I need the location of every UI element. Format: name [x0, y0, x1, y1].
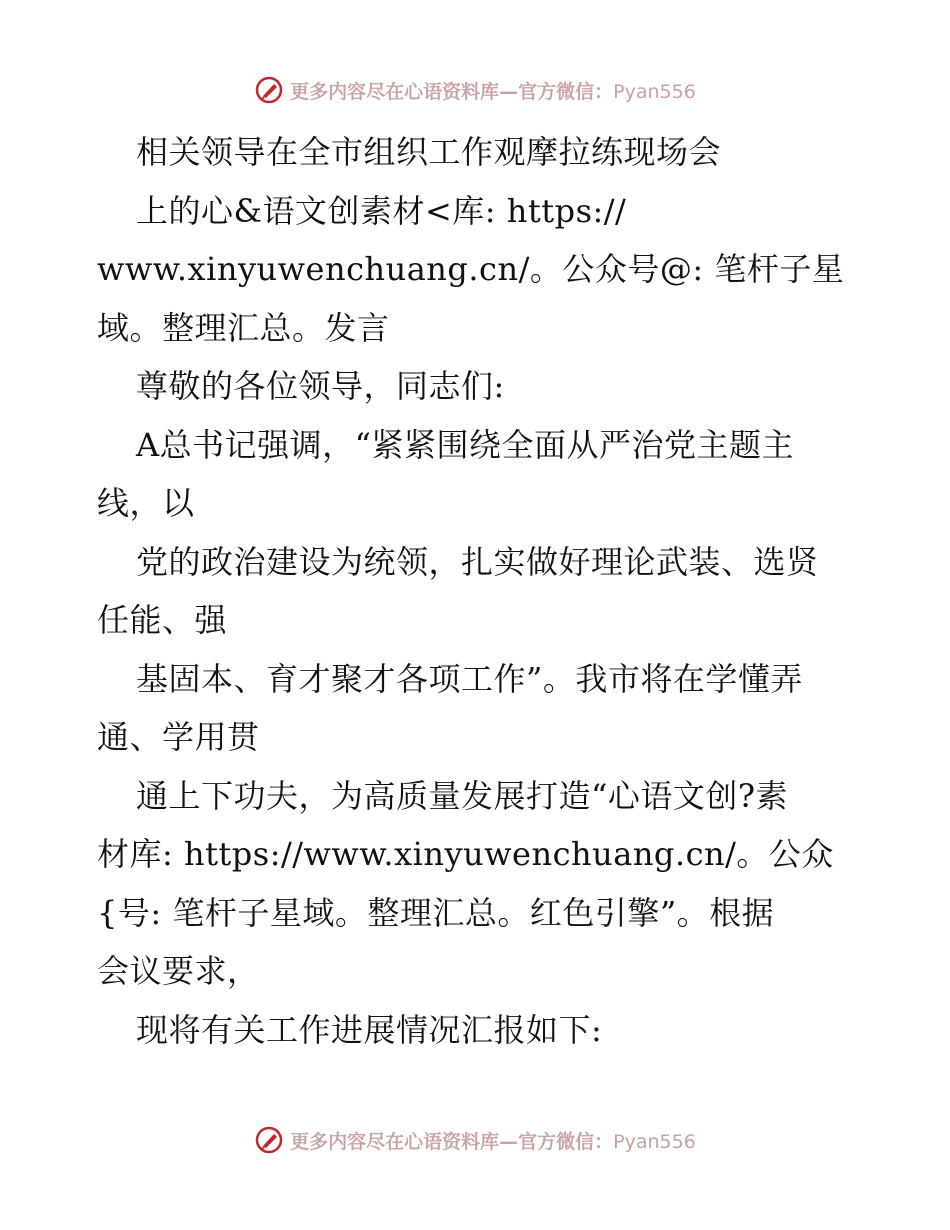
pen-logo-icon — [254, 75, 284, 105]
text-line: 通上下功夫，为高质量发展打造“心语文创?素 — [136, 776, 789, 815]
text-line: 通、学用贯 — [97, 718, 260, 756]
header-watermark-banner — [0, 70, 950, 110]
text-line: 尊敬的各位领导，同志们: — [136, 367, 505, 405]
document-body — [97, 123, 877, 1059]
banner-slogan: 更多内容尽在心语资料库—官方微信： — [290, 1130, 614, 1153]
text-line: 会议要求， — [97, 952, 260, 990]
banner-wechat-id: Pyan556 — [613, 1130, 696, 1153]
text-line: 线，以 — [97, 484, 195, 522]
pen-logo-icon — [254, 1125, 284, 1155]
text-line: 相关领导在全市组织工作观摩拉练现场会 — [136, 133, 722, 171]
text-line: {号: 笔杆子星域。整理汇总。红色引擎”。根据 — [97, 893, 775, 932]
text-line: 域。整理汇总。发言 — [97, 308, 390, 347]
text-line: 材库: https://www.xinyuwenchuang.cn/。公众 — [97, 835, 834, 873]
banner-slogan: 更多内容尽在心语资料库—官方微信： — [290, 80, 614, 103]
text-line: 基固本、育才聚才各项工作”。我市将在学懂弄 — [136, 659, 803, 698]
text-line: 现将有关工作进展情况汇报如下: — [136, 1010, 603, 1049]
text-line: A总书记强调，“紧紧围绕全面从严治党主题主 — [136, 425, 794, 464]
text-line: 上的心&语文创素材<库: https:// — [136, 191, 627, 230]
text-line: 任能、强 — [97, 601, 228, 639]
banner-text — [290, 1127, 696, 1154]
text-line: 党的政治建设为统领，扎实做好理论武装、选贤 — [136, 542, 819, 581]
banner-text — [290, 77, 696, 104]
footer-watermark-banner — [0, 1120, 950, 1160]
banner-wechat-id: Pyan556 — [613, 80, 696, 103]
text-line: www.xinyuwenchuang.cn/。公众号@: 笔杆子星 — [97, 250, 845, 288]
